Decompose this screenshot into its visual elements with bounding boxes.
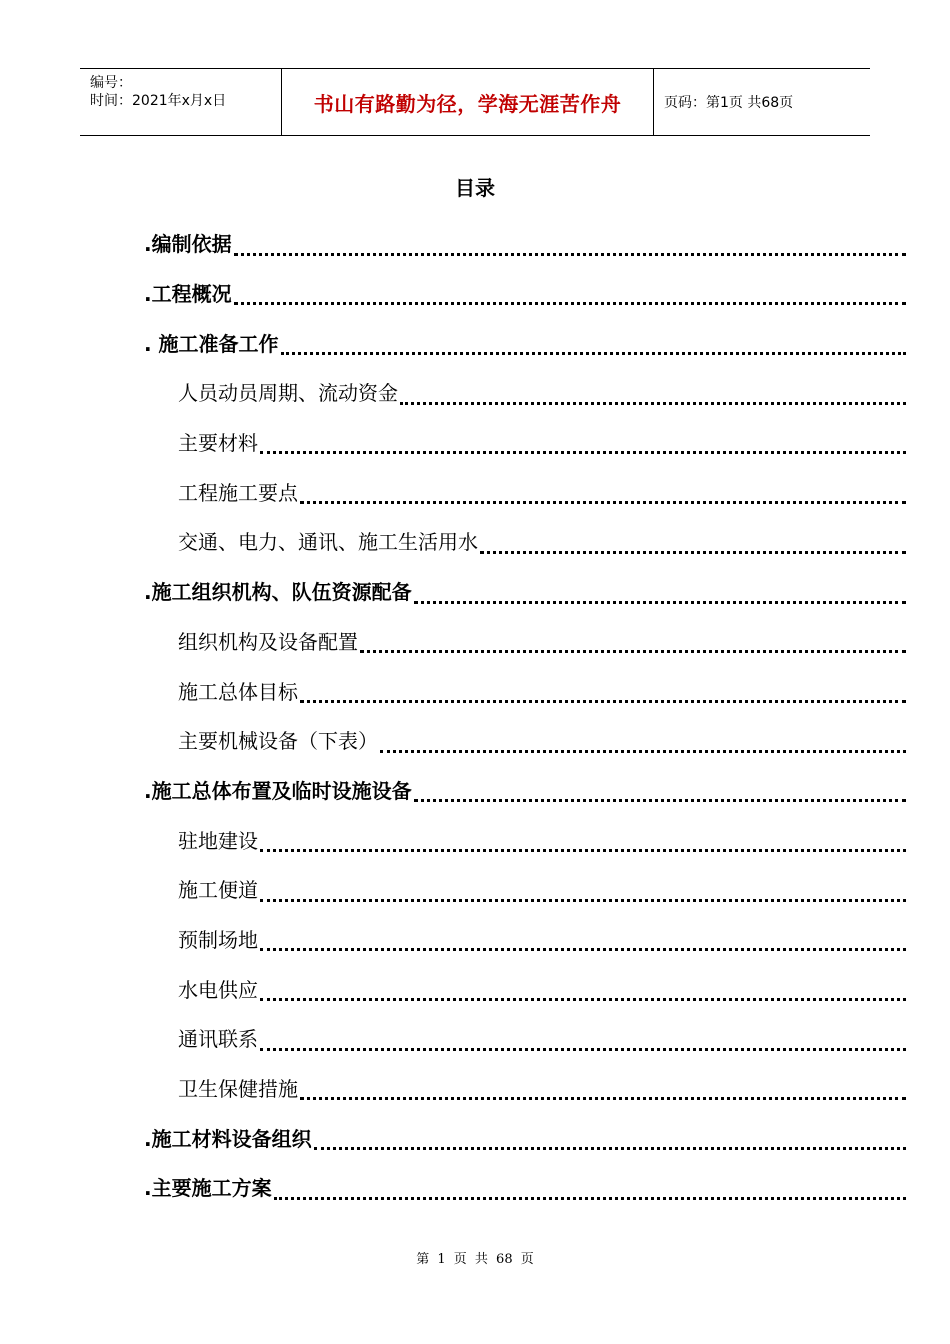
toc-entry-subsection[interactable] xyxy=(144,864,906,914)
toc-dot-leader xyxy=(314,1125,906,1150)
toc-entry-label: 交通、电力、通讯、施工生活用水 xyxy=(178,530,478,555)
toc-dot-leader xyxy=(274,1175,906,1200)
motto-text: 书山有路勤为径，学海无涯苦作舟 xyxy=(313,91,622,116)
header-meta-cell xyxy=(80,69,282,135)
toc-dot-leader xyxy=(414,777,906,802)
toc-entry-section[interactable] xyxy=(144,218,906,268)
toc-entry-section[interactable] xyxy=(144,765,906,815)
toc-entry-label: 主要机械设备（下表） xyxy=(178,729,378,754)
toc-dot-leader xyxy=(260,976,906,1001)
toc-title: 目录 xyxy=(455,176,495,200)
toc-entry-label: 通讯联系 xyxy=(178,1027,258,1052)
header-page-cell xyxy=(654,69,870,135)
toc-entry-label: .施工组织机构、队伍资源配备 xyxy=(144,580,412,605)
serial-number-label: 编号： xyxy=(90,75,132,91)
toc-entry-subsection[interactable] xyxy=(144,516,906,566)
toc-entry-label: .主要施工方案 xyxy=(144,1176,272,1201)
toc-entry-label: 工程施工要点 xyxy=(178,480,298,505)
toc-dot-leader xyxy=(380,728,906,753)
document-header xyxy=(80,68,870,136)
toc-dot-leader xyxy=(281,330,906,355)
toc-entry-label: 水电供应 xyxy=(178,977,258,1002)
toc-entry-label: 主要材料 xyxy=(178,431,258,456)
page-info-text: 页码：第1页 共68页 xyxy=(664,95,794,111)
toc-entry-label: 施工总体目标 xyxy=(178,679,298,704)
toc-entry-subsection[interactable] xyxy=(144,914,906,964)
toc-entry-subsection[interactable] xyxy=(144,466,906,516)
toc-entry-label: .施工总体布置及临时设施设备 xyxy=(144,778,412,803)
toc-entry-subsection[interactable] xyxy=(144,1063,906,1113)
toc-entry-subsection[interactable] xyxy=(144,715,906,765)
toc-entry-label: 驻地建设 xyxy=(178,828,258,853)
toc-dot-leader xyxy=(234,280,906,305)
toc-entry-subsection[interactable] xyxy=(144,814,906,864)
toc-dot-leader xyxy=(300,1075,906,1100)
toc-entry-section[interactable] xyxy=(144,1162,906,1212)
toc-dot-leader xyxy=(234,231,906,256)
toc-entry-subsection[interactable] xyxy=(144,963,906,1013)
toc-entry-subsection[interactable] xyxy=(144,616,906,666)
toc-dot-leader xyxy=(260,877,906,902)
toc-entry-label: 人员动员周期、流动资金 xyxy=(178,381,398,406)
toc-entry-label: .施工材料设备组织 xyxy=(144,1126,312,1151)
toc-entry-subsection[interactable] xyxy=(144,1013,906,1063)
toc-entry-subsection[interactable] xyxy=(144,367,906,417)
toc-dot-leader xyxy=(260,1026,906,1051)
toc-entry-label: .工程概况 xyxy=(144,282,232,307)
toc-entry-label: 施工便道 xyxy=(178,878,258,903)
toc-dot-leader xyxy=(300,678,906,703)
toc-entry-label: 卫生保健措施 xyxy=(178,1077,298,1102)
toc-entry-subsection[interactable] xyxy=(144,665,906,715)
toc-entry-label: .编制依据 xyxy=(144,232,232,257)
toc-entry-section[interactable] xyxy=(144,268,906,318)
table-of-contents xyxy=(144,218,906,1212)
toc-entry-section[interactable] xyxy=(144,1112,906,1162)
toc-entry-section[interactable] xyxy=(144,566,906,616)
toc-entry-label: . 施工准备工作 xyxy=(144,331,279,356)
date-label: 时间：2021年x月x日 xyxy=(90,93,227,109)
toc-dot-leader xyxy=(480,529,906,554)
toc-dot-leader xyxy=(260,926,906,951)
header-motto-cell xyxy=(282,69,654,135)
toc-entry-section[interactable] xyxy=(144,317,906,367)
toc-dot-leader xyxy=(260,429,906,454)
toc-entry-label: 组织机构及设备配置 xyxy=(178,629,358,654)
toc-dot-leader xyxy=(400,380,906,405)
toc-dot-leader xyxy=(414,579,906,604)
toc-dot-leader xyxy=(300,479,906,504)
toc-entry-subsection[interactable] xyxy=(144,417,906,467)
page-footer: 第 1 页 共 68 页 xyxy=(416,1252,534,1267)
toc-entry-label: 预制场地 xyxy=(178,927,258,952)
toc-dot-leader xyxy=(360,628,906,653)
toc-dot-leader xyxy=(260,827,906,852)
